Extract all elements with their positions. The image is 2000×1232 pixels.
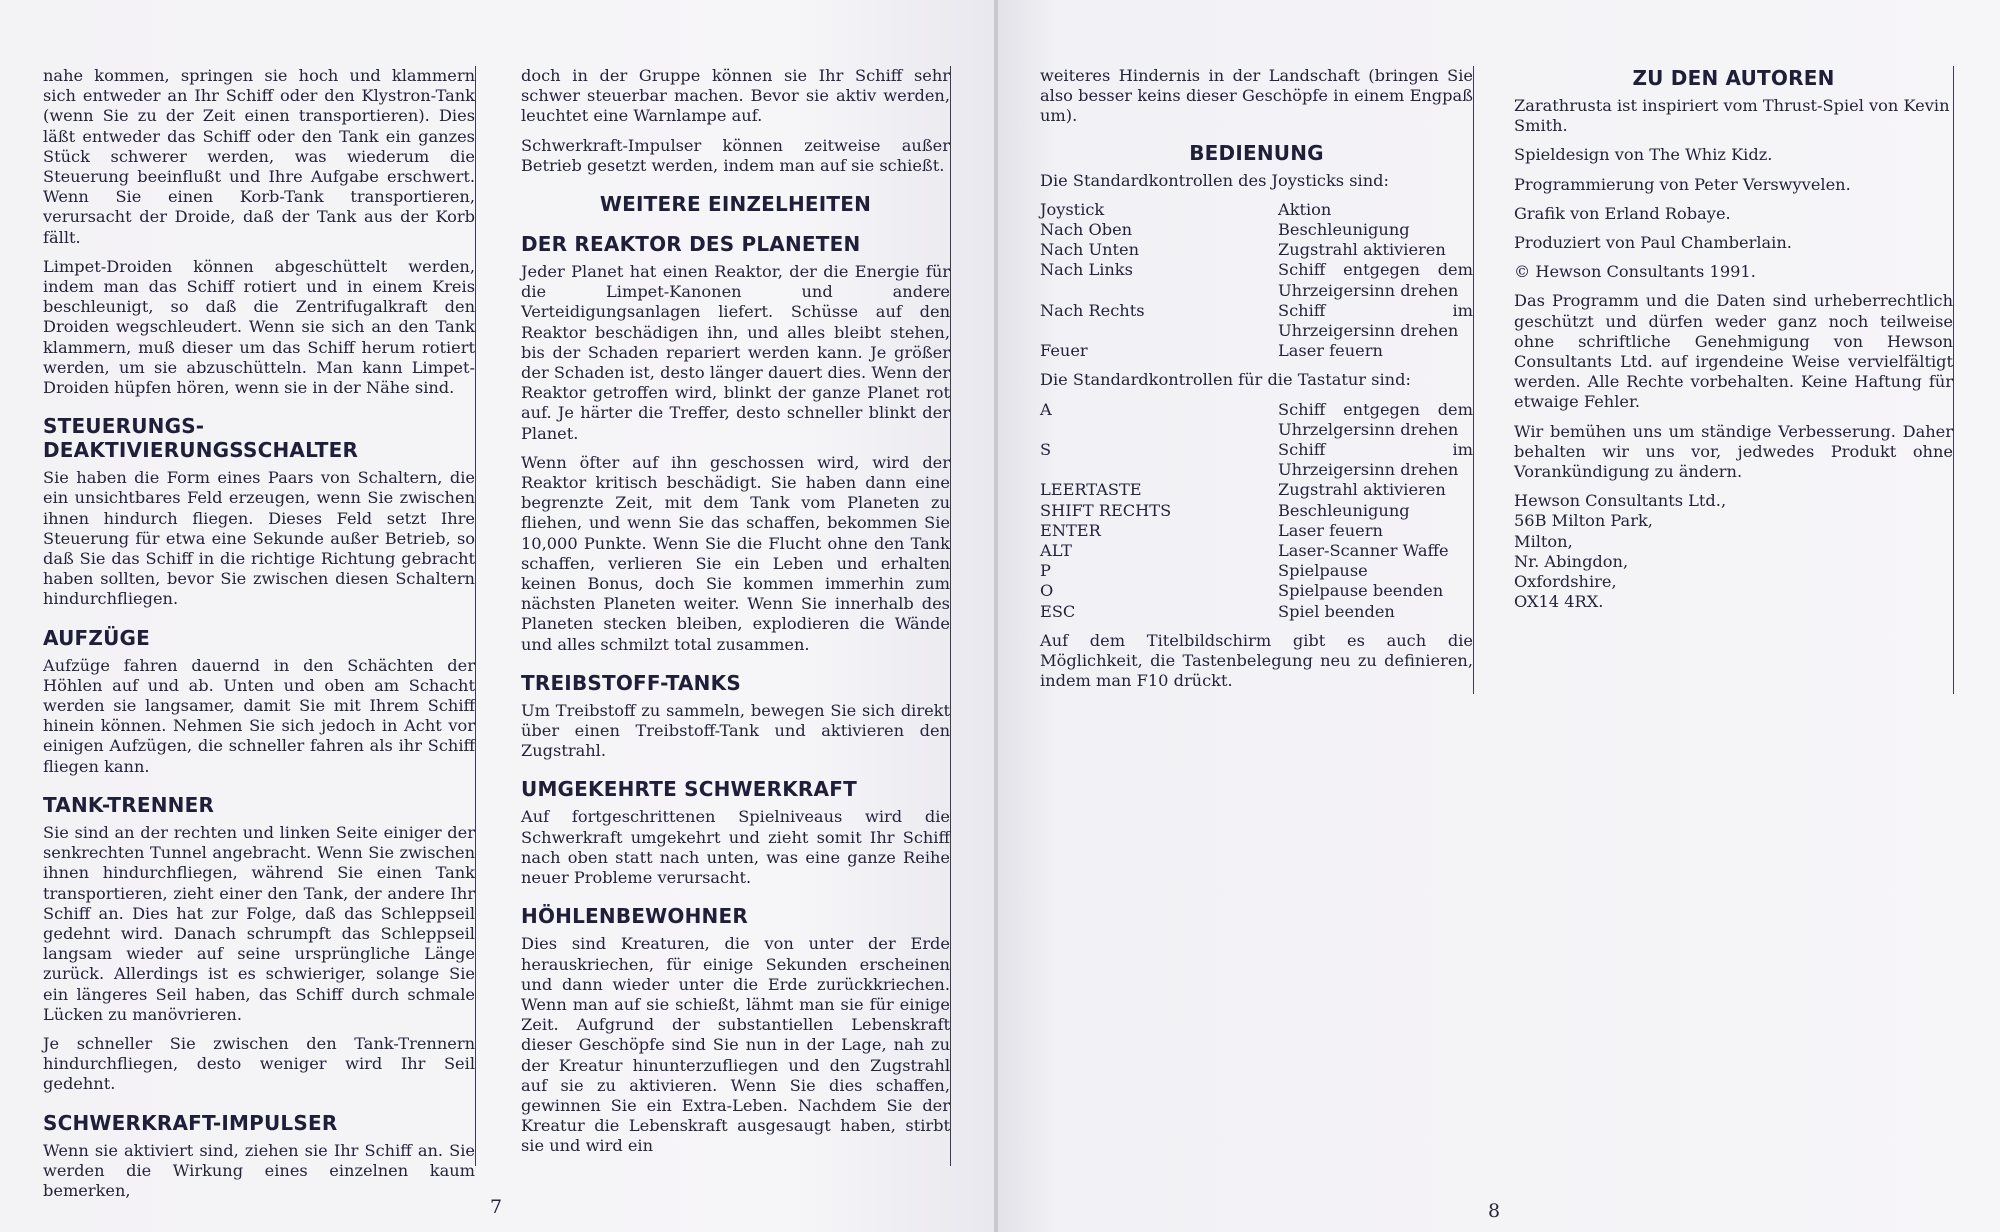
continued-paragraph: weiteres Hindernis in der Landschaft (bringen Sie also besser keins dieser Geschöpfe in einem Engpaß um). <box>1040 66 1473 126</box>
joystick-controls-table <box>1040 200 1473 362</box>
paragraph: Je schneller Sie zwischen den Tank-Trennern hindurchfliegen, desto weniger wird Ihr Seil gedehnt. <box>43 1033 475 1094</box>
column-3 <box>1040 66 1474 694</box>
publisher-address <box>1514 491 1953 612</box>
heading-bedienung: BEDIENUNG <box>1189 140 1324 165</box>
control-action: Laser-Scanner Waffe <box>1278 541 1449 561</box>
address-line: Nr. Abingdon, <box>1514 551 1629 571</box>
paragraph: Jeder Planet hat einen Reaktor, der die Energie für die Limpet-Kanonen und andere Verteidigungsanlagen liefert. Schüsse auf den Reaktor beschädigen ihn, und alles bleibt stehen, bis der Schaden repariert werden kann. Je größer der Schaden ist, desto länger dauert dies. Wenn der Reaktor getroffen wird, blinkt der ganze Planet rot auf. Je härter die Treffer, desto schneller blinkt der Planet. <box>521 262 950 443</box>
author-line: Programmierung von Peter Verswyvelen. <box>1514 174 1851 194</box>
heading-zu-den-autoren: ZU DEN AUTOREN <box>1632 66 1835 90</box>
author-line: Zarathrusta ist inspiriert vom Thrust-Spiel von Kevin Smith. <box>1514 96 1950 136</box>
address-line: Oxfordshire, <box>1514 572 1617 592</box>
section-heading: WEITERE EINZELHEITEN <box>599 192 872 217</box>
section-heading: DER REAKTOR DES PLANETEN <box>521 232 861 257</box>
control-action: Zugstrahl aktivieren <box>1278 240 1446 260</box>
paragraph: Sie haben die Form eines Paars von Schaltern, die ein unsichtbares Feld erzeugen, wenn Sie zwischen ihnen hindurch fliegen. Dieses Feld setzt Ihre Steuerung für etwa eine Sekunde außer Betrieb, so daß Sie das Schiff in die richtige Richtung gebracht haben sollten, bevor Sie zwischen diesen Schaltern hindurchfliegen. <box>43 468 475 609</box>
address-line: OX14 4RX. <box>1514 592 1604 612</box>
control-action: Spielpause beenden <box>1278 581 1444 601</box>
section-heading: STEUERUNGS- DEAKTIVIERUNGSSCHALTER <box>43 414 359 463</box>
column-4 <box>1514 66 1954 694</box>
paragraph: Sie sind an der rechten und linken Seite einiger der senkrechten Tunnel angebracht. Wenn Sie zwischen ihnen hindurchfliegen, während Sie einen Tank transportieren, zieht einer den Tank, der andere Ihr Schiff an. Dies hat zur Folge, daß das Schleppseil gedehnt wird. Danach schrumpft das Schleppseil langsam wieder auf seine ursprüngliche Länge zurück. Allerdings ist es schwieriger, solange Sie ein längeres Seil haben, das Schiff durch schmale Lücken zu manövrieren. <box>43 822 475 1024</box>
author-line: Wir bemühen uns um ständige Verbesserung. Daher behalten wir uns vor, jedwedes Produkt ohne Vorankündigung zu ändern. <box>1514 421 1953 482</box>
section-heading: TANK-TRENNER <box>43 792 215 817</box>
control-key: LEERTASTE <box>1040 480 1142 500</box>
control-key: Joystick <box>1040 199 1105 219</box>
control-key: S <box>1040 440 1052 460</box>
author-line: Spieldesign von The Whiz Kidz. <box>1514 145 1773 165</box>
column-2 <box>521 66 951 1166</box>
address-line: 56B Milton Park, <box>1514 511 1653 531</box>
control-key: P <box>1040 561 1051 581</box>
keyboard-intro: Die Standardkontrollen für die Tastatur sind: <box>1040 370 1411 390</box>
control-action: Aktion <box>1278 199 1332 219</box>
keyboard-controls-table <box>1040 400 1473 622</box>
control-action: Laser feuern <box>1278 341 1383 361</box>
author-line: Grafik von Erland Robaye. <box>1514 203 1731 223</box>
control-action: Spielpause <box>1278 561 1368 581</box>
control-key: Nach Links <box>1040 260 1133 280</box>
copyright-line: © Hewson Consultants 1991. <box>1514 262 1756 282</box>
section-heading: UMGEKEHRTE SCHWERKRAFT <box>521 777 857 802</box>
section-heading: SCHWERKRAFT-IMPULSER <box>43 1110 338 1135</box>
paragraph: Wenn sie aktiviert sind, ziehen sie Ihr Schiff an. Sie werden die Wirkung eines einzelnen kaum bemerken, <box>43 1140 475 1200</box>
paragraph: Wenn öfter auf ihn geschossen wird, wird der Reaktor kritisch beschädigt. Sie haben dann eine begrenzte Zeit, mit dem Tank vom Planeten zu fliehen, und wenn Sie das schaffen, bekommen Sie 10,000 Punkte. Wenn Sie die Flucht ohne den Tank schaffen, verlieren Sie ein Leben und erhalten keinen Bonus, doch Sie kommen immerhin zum nächsten Planeten weiter. Wenn Sie innerhalb des Planeten stecken bleiben, explodieren die Wände und alles schmilzt total zusammen. <box>521 452 950 654</box>
joystick-intro: Die Standardkontrollen des Joysticks sind: <box>1040 170 1389 190</box>
control-key: SHIFT RECHTS <box>1040 500 1172 520</box>
page-right <box>998 0 2000 1232</box>
control-key: O <box>1040 581 1054 601</box>
page-number-right: 8 <box>1488 1200 1501 1222</box>
paragraph: Limpet-Droiden können abgeschüttelt werden, indem man das Schiff rotiert und in einem Kreis beschleunigt, so daß die Zentrifugalkraft den Droiden wegschleudert. Wenn sie sich an den Tank klammern, muß dieser um das Schiff herum rotiert werden, um sie abzuschütteln. Man kann Limpet-Droiden hüpfen hören, wenn sie in der Nähe sind. <box>43 256 475 398</box>
author-line: Produziert von Paul Chamberlain. <box>1514 233 1792 253</box>
control-action: Schiff im Uhrzeigersinn drehen <box>1278 300 1473 341</box>
section-heading: HÖHLENBEWOHNER <box>521 904 748 929</box>
paragraph: Auf fortgeschrittenen Spielniveaus wird die Schwerkraft umgekehrt und zieht somit Ihr Schiff nach oben statt nach unten, was eine ganze Reihe neuer Probleme verursacht. <box>521 807 950 888</box>
control-action: Zugstrahl aktivieren <box>1278 480 1446 500</box>
page-left <box>0 0 994 1232</box>
section-heading: AUFZÜGE <box>43 625 150 650</box>
column-1 <box>43 66 476 1200</box>
author-line: Das Programm und die Daten sind urheberrechtlich geschützt und dürfen weder ganz noch teilweise ohne schriftliche Genehmigung von Hewson Consultants Ltd. auf irgendeine Weise vervielfältigt werden. Alle Rechte vorbehalten. Keine Haftung für etwaige Fehler. <box>1514 291 1953 412</box>
address-line: Hewson Consultants Ltd., <box>1514 491 1727 511</box>
authors-list <box>1514 96 1953 482</box>
section-heading: TREIBSTOFF-TANKS <box>521 670 741 695</box>
control-key: A <box>1040 399 1052 419</box>
page-number-left: 7 <box>490 1196 503 1218</box>
paragraph: Schwerkraft-Impulser können zeitweise außer Betrieb gesetzt werden, indem man auf sie schießt. <box>521 135 950 175</box>
control-action: Beschleunigung <box>1278 220 1410 240</box>
paragraph: Um Treibstoff zu sammeln, bewegen Sie sich direkt über einen Treibstoff-Tank und aktivieren den Zugstrahl. <box>521 700 950 761</box>
control-action: Beschleunigung <box>1278 500 1410 520</box>
control-key: Nach Oben <box>1040 220 1133 240</box>
control-key: Nach Rechts <box>1040 300 1145 320</box>
control-key: ESC <box>1040 601 1076 621</box>
paragraph: Dies sind Kreaturen, die von unter der Erde herauskriechen, für einige Sekunden erscheinen und dann wieder unter die Erde zurückkriechen. Wenn man auf sie schießt, lähmt man sie für einige Zeit. Aufgrund der substantiellen Lebenskraft dieser Geschöpfe sind Sie nun in der Lage, nah zu der Kreatur hinunterzufliegen und den Zugstrahl auf sie zu aktivieren. Wenn Sie dies schaffen, gewinnen Sie ein Extra-Leben. Nachdem Sie der Kreatur die Lebenskraft ausgesaugt haben, stirbt sie und wird ein <box>521 934 950 1156</box>
control-action: Spiel beenden <box>1278 601 1395 621</box>
control-key: ALT <box>1040 541 1072 561</box>
control-action: Laser feuern <box>1278 520 1383 540</box>
control-key: Nach Unten <box>1040 240 1140 260</box>
control-action: Schiff entgegen dem Uhrzelgersinn drehen <box>1278 399 1473 439</box>
control-action: Schiff entgegen dem Uhrzeigersinn drehen <box>1278 260 1473 300</box>
control-key: ENTER <box>1040 520 1101 540</box>
control-key: Feuer <box>1040 341 1088 361</box>
paragraph: doch in der Gruppe können sie Ihr Schiff sehr schwer steuerbar machen. Bevor sie aktiv werden, leuchtet eine Warnlampe auf. <box>521 66 950 126</box>
paragraph: Aufzüge fahren dauernd in den Schächten der Höhlen auf und ab. Unten und oben am Schacht werden sie langsamer, damit Sie mit Ihrem Schiff hinein können. Nehmen Sie sich jedoch in Acht vor einigen Aufzügen, die schneller fahren als ihr Schiff fliegen kann. <box>43 655 475 776</box>
redefine-keys-note: Auf dem Titelbildschirm gibt es auch die Möglichkeit, die Tastenbelegung neu zu definieren, indem man F10 drückt. <box>1040 630 1473 691</box>
paragraph: nahe kommen, springen sie hoch und klammern sich entweder an Ihr Schiff oder den Klystron-Tank (wenn Sie zu der Zeit einen transportieren). Dies läßt entweder das Schiff oder den Tank ein ganzes Stück schwerer werden, was wiederum die Steuerung beeinflußt und Ihre Aufgabe erschwert. Wenn Sie einen Korb-Tank transportieren, verursacht der Droide, daß der Tank aus der Korb fällt. <box>43 66 475 247</box>
address-line: Milton, <box>1514 531 1573 551</box>
control-action: Schiff im Uhrzeigersinn drehen <box>1278 440 1473 480</box>
